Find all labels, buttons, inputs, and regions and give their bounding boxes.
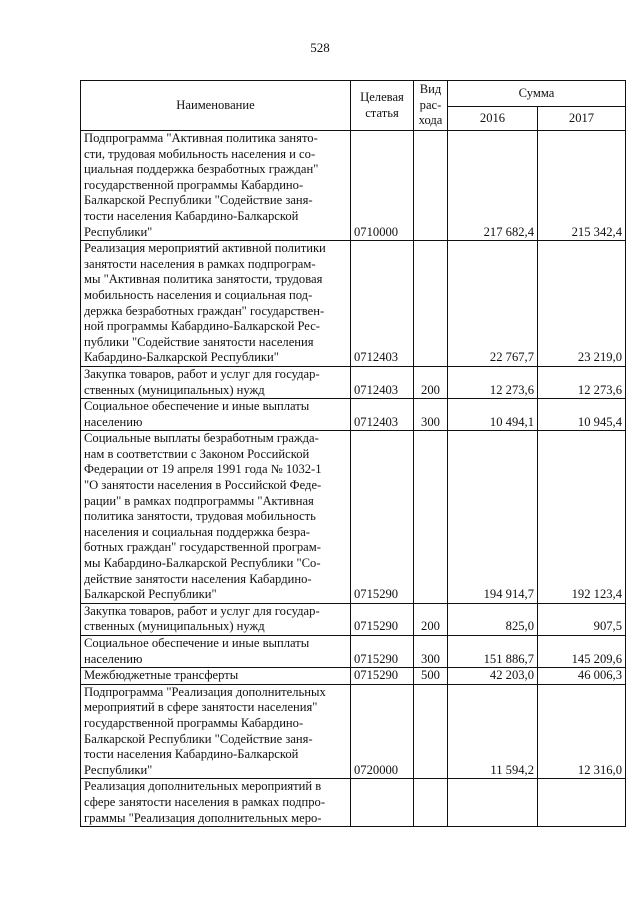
table-row [81,668,626,685]
row-name-text: Закупка товаров, работ и услуг для государ- ственных (муниципальных) нужд [84,366,320,397]
row-target-article: 0712403 [351,366,414,398]
row-sum-2016: 22 767,7 [448,241,538,367]
row-sum-2016: 194 914,7 [448,431,538,604]
table-row [81,431,626,604]
row-name-text: Подпрограмма "Активная политика занято- сти, трудовая мобильность населения и со- циальная поддержка безработных граждан" государственной программы Кабардино- Балкарской Республики "Содействие заня- тости населения Кабардино-Балкарской Республики" [84,131,319,239]
row-sum-2017: 46 006,3 [538,668,626,685]
row-name-text: Реализация дополнительных мероприятий в сфере занятости населения в рамках подпро- граммы "Реализация дополнительных меро- [84,779,326,825]
table-row [81,603,626,635]
row-name [81,399,351,431]
row-target-article: 0712403 [351,241,414,367]
row-sum-2016: 12 273,6 [448,366,538,398]
row-sum-2016: 825,0 [448,603,538,635]
row-sum-2017: 12 316,0 [538,684,626,779]
row-sum-2017: 10 945,4 [538,399,626,431]
row-name-text: Социальные выплаты безработным гражда- нам в соответствии с Законом Российской Федерации от 19 апреля 1991 года № 1032-1 "О занятости населения в Российской Феде- рации" в рамках подпрограммы "Активная политика занятости, трудовая мобильность населения и социальная поддержка безра- ботных граждан" государственной програм- мы Кабардино-Балкарской Республики "Со- действие занятости населения Кабардино- Балкарской Республики" [84,431,322,602]
header-name: Наименование [81,81,351,131]
row-expense-type: 300 [414,399,448,431]
row-sum-2016: 10 494,1 [448,399,538,431]
table-row [81,366,626,398]
row-name [81,603,351,635]
row-target-article [351,779,414,827]
row-name [81,684,351,779]
row-expense-type [414,684,448,779]
table-row [81,399,626,431]
row-name [81,668,351,685]
row-target-article: 0715290 [351,431,414,604]
row-name-text: Межбюджетные трансферты [84,668,239,683]
row-target-article: 0715290 [351,603,414,635]
row-target-article: 0710000 [351,131,414,241]
row-sum-2017: 907,5 [538,603,626,635]
row-sum-2017: 12 273,6 [538,366,626,398]
row-sum-2017: 145 209,6 [538,636,626,668]
header-year-2017: 2017 [538,107,626,131]
row-expense-type: 500 [414,668,448,685]
row-sum-2017: 23 219,0 [538,241,626,367]
table-row [81,779,626,827]
row-expense-type: 200 [414,366,448,398]
budget-table [80,80,626,827]
row-expense-type [414,241,448,367]
table-row [81,684,626,779]
row-target-article: 0715290 [351,636,414,668]
table-row [81,636,626,668]
row-name [81,131,351,241]
table-body [81,131,626,827]
row-target-article: 0715290 [351,668,414,685]
row-sum-2017: 192 123,4 [538,431,626,604]
row-expense-type [414,779,448,827]
row-expense-type [414,131,448,241]
row-sum-2017: 215 342,4 [538,131,626,241]
row-expense-type [414,431,448,604]
row-name [81,366,351,398]
table-row [81,131,626,241]
row-name-text: Социальное обеспечение и иные выплаты населению [84,636,310,666]
row-name-text: Реализация мероприятий активной политики занятости населения в рамках подпрограм- мы "Активная политика занятости, трудовая мобильность населения и социальная под- держка безработных граждан" государствен- ной программы Кабардино-Балкарской Рес- публики "Содействие занятости населения Кабардино-Балкарской Республики" [84,241,326,365]
row-name-text: Социальное обеспечение и иные выплаты населению [84,399,310,429]
row-sum-2016: 11 594,2 [448,684,538,779]
header-target-article: Целевая статья [351,81,414,131]
row-target-article: 0720000 [351,684,414,779]
row-sum-2016: 151 886,7 [448,636,538,668]
row-expense-type: 200 [414,603,448,635]
row-name [81,779,351,827]
table-row [81,241,626,367]
row-sum-2016: 42 203,0 [448,668,538,685]
row-name [81,241,351,367]
header-year-2016: 2016 [448,107,538,131]
row-expense-type: 300 [414,636,448,668]
page-number: 528 [310,40,330,55]
row-name-text: Закупка товаров, работ и услуг для государ- ственных (муниципальных) нужд [84,603,320,634]
header-sum: Сумма [448,81,626,107]
row-name [81,431,351,604]
row-target-article: 0712403 [351,399,414,431]
header-expense-type: Вид рас-хода [414,81,448,131]
row-sum-2016 [448,779,538,827]
row-name [81,636,351,668]
row-sum-2017 [538,779,626,827]
row-name-text: Подпрограмма "Реализация дополнительных мероприятий в сфере занятости населения" государственной программы Кабардино- Балкарской Республики "Содействие заня- тости населения Кабардино-Балкарской Республики" [84,684,326,777]
row-sum-2016: 217 682,4 [448,131,538,241]
